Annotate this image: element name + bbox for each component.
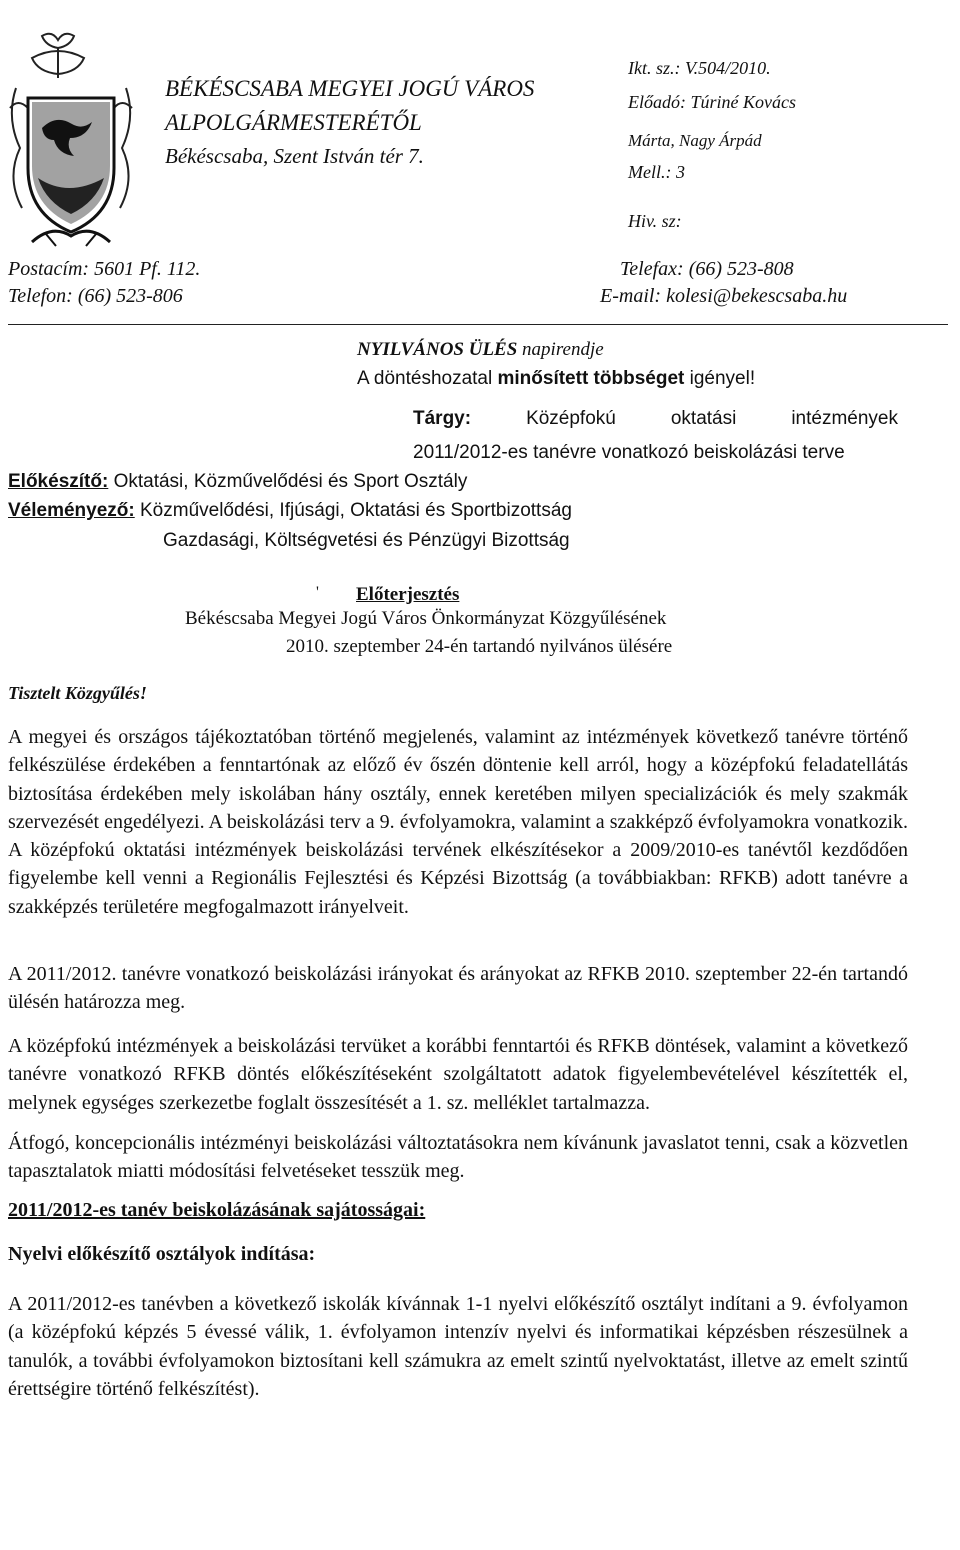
subject-word-3: intézmények [791, 408, 898, 429]
header-divider [8, 324, 948, 325]
majority-prefix: A döntéshozatal [357, 368, 498, 389]
public-session-note [357, 339, 604, 361]
preparer-value: Oktatási, Közművelődési és Sport Osztály [108, 471, 468, 492]
majority-suffix: igényel! [684, 368, 756, 389]
majority-note [357, 368, 755, 390]
subject-word-1: Középfokú [526, 408, 616, 429]
subject-line-2: 2011/2012-es tanévre vonatkozó beiskolázási terve [413, 442, 845, 463]
reference-number: Ikt. sz.: V.504/2010. [628, 58, 771, 78]
email-address: E-mail: kolesi@bekescsaba.hu [600, 285, 848, 307]
public-session-label: NYILVÁNOS ÜLÉS [357, 339, 518, 360]
rapporteur: Előadó: Túriné Kovács [628, 92, 796, 112]
paragraph-2: A 2011/2012. tanévre vonatkozó beiskolázási irányokat és arányokat az RFKB 2010. szeptember 22-én tartandó ülésén határozza meg. [8, 963, 908, 1014]
attachments-count: Mell.: 3 [628, 162, 685, 182]
proposal-line-2: 2010. szeptember 24-én tartandó nyilvános ülésére [286, 636, 673, 657]
majority-required: minősített többséget [497, 368, 685, 389]
coat-of-arms-icon [2, 28, 140, 250]
stray-mark: ' [316, 584, 319, 601]
preparer-label: Előkészítő: [8, 471, 109, 492]
org-address: Békéscsaba, Szent István tér 7. [165, 144, 424, 168]
paragraph-4: Átfogó, koncepcionális intézményi beiskolázási változtatásokra nem kívánunk javaslatot tenni, csak a közvetlen tapasztalatok miatti módosítási felvetéseket tesszük meg. [8, 1132, 908, 1183]
phone-number: Telefon: (66) 523-806 [8, 285, 183, 307]
reviewer-value-2: Gazdasági, Költségvetési és Pénzügyi Bizottság [163, 530, 570, 551]
fax-number: Telefax: (66) 523-808 [620, 258, 794, 280]
reviewer-value-1: Közművelődési, Ifjúsági, Oktatási és Sportbizottság [134, 500, 572, 521]
postal-address: Postacím: 5601 Pf. 112. [8, 258, 201, 280]
subject-label: Tárgy: [413, 408, 472, 429]
reviewer-label: Véleményező: [8, 500, 135, 521]
preparer [8, 471, 467, 493]
subject-block [413, 408, 898, 464]
reviewer [8, 500, 572, 522]
section-heading: 2011/2012-es tanév beiskolázásának sajátosságai: [8, 1199, 426, 1221]
org-name-line1: BÉKÉSCSABA MEGYEI JOGÚ VÁROS [165, 76, 535, 101]
paragraph-1: A megyei és országos tájékoztatóban történő megjelenés, valamint az intézmények következő tanévre történő felkészülése érdekében a fenntartónak az előző év őszén döntenie kell arról, hogy a középfokú feladatellátás biztosítása érdekében mely iskolában hány osztály, ennek keretében milyen specializációk és mely szakmák szervezését engedélyezi. A beiskolázási terv a 9. évfolyamokra, valamint a szakképző évfolyamokra vonatkozik. A középfokú oktatási intézmények beiskolázási tervének elkészítésekor a 2009/2010-es tanévtől kezdődően figyelembe kell venni a Regionális Fejlesztési és Képzési Bizottság (a továbbiakban: RFKB) adott tanévre a szakképzés területére megfogalmazott irányelveit. [8, 726, 908, 918]
proposal-line-1: Békéscsaba Megyei Jogú Város Önkormányzat Közgyűlésének [185, 608, 667, 629]
hiv-reference: Hiv. sz: [628, 211, 682, 231]
paragraph-3: A középfokú intézmények a beiskolázási tervüket a korábbi fenntartói és RFKB döntések, valamint a következő tanévre vonatkozó RFKB döntés előkészítéseként szolgáltatott adatok figyelembevételével készítették el, melynek egységes szerkezetbe foglalt összesítését a 1. sz. melléklet tartalmazza. [8, 1035, 908, 1114]
org-name-line2: ALPOLGÁRMESTERÉTŐL [165, 110, 422, 135]
paragraph-5: A 2011/2012-es tanévben a következő iskolák kívánnak 1-1 nyelvi előkészítő osztályt indítani a 9. évfolyamon (a középfokú képzés 5 évessé válik, 1. évfolyamon intenzív nyelvi és informatikai képzésben részesülnek a tanulók, a további évfolyamokon biztosítani kell számukra az emelt szintű nyelvoktatást, illetve az emelt szintű érettségire történő felkészítést). [8, 1293, 908, 1400]
rapporteur-names: Márta, Nagy Árpád [628, 131, 762, 150]
subject-word-2: oktatási [670, 408, 737, 429]
salutation: Tisztelt Közgyűlés! [8, 683, 147, 703]
subsection-heading: Nyelvi előkészítő osztályok indítása: [8, 1243, 316, 1265]
public-session-suffix: napirendje [517, 339, 604, 360]
proposal-heading: Előterjesztés [356, 584, 460, 605]
